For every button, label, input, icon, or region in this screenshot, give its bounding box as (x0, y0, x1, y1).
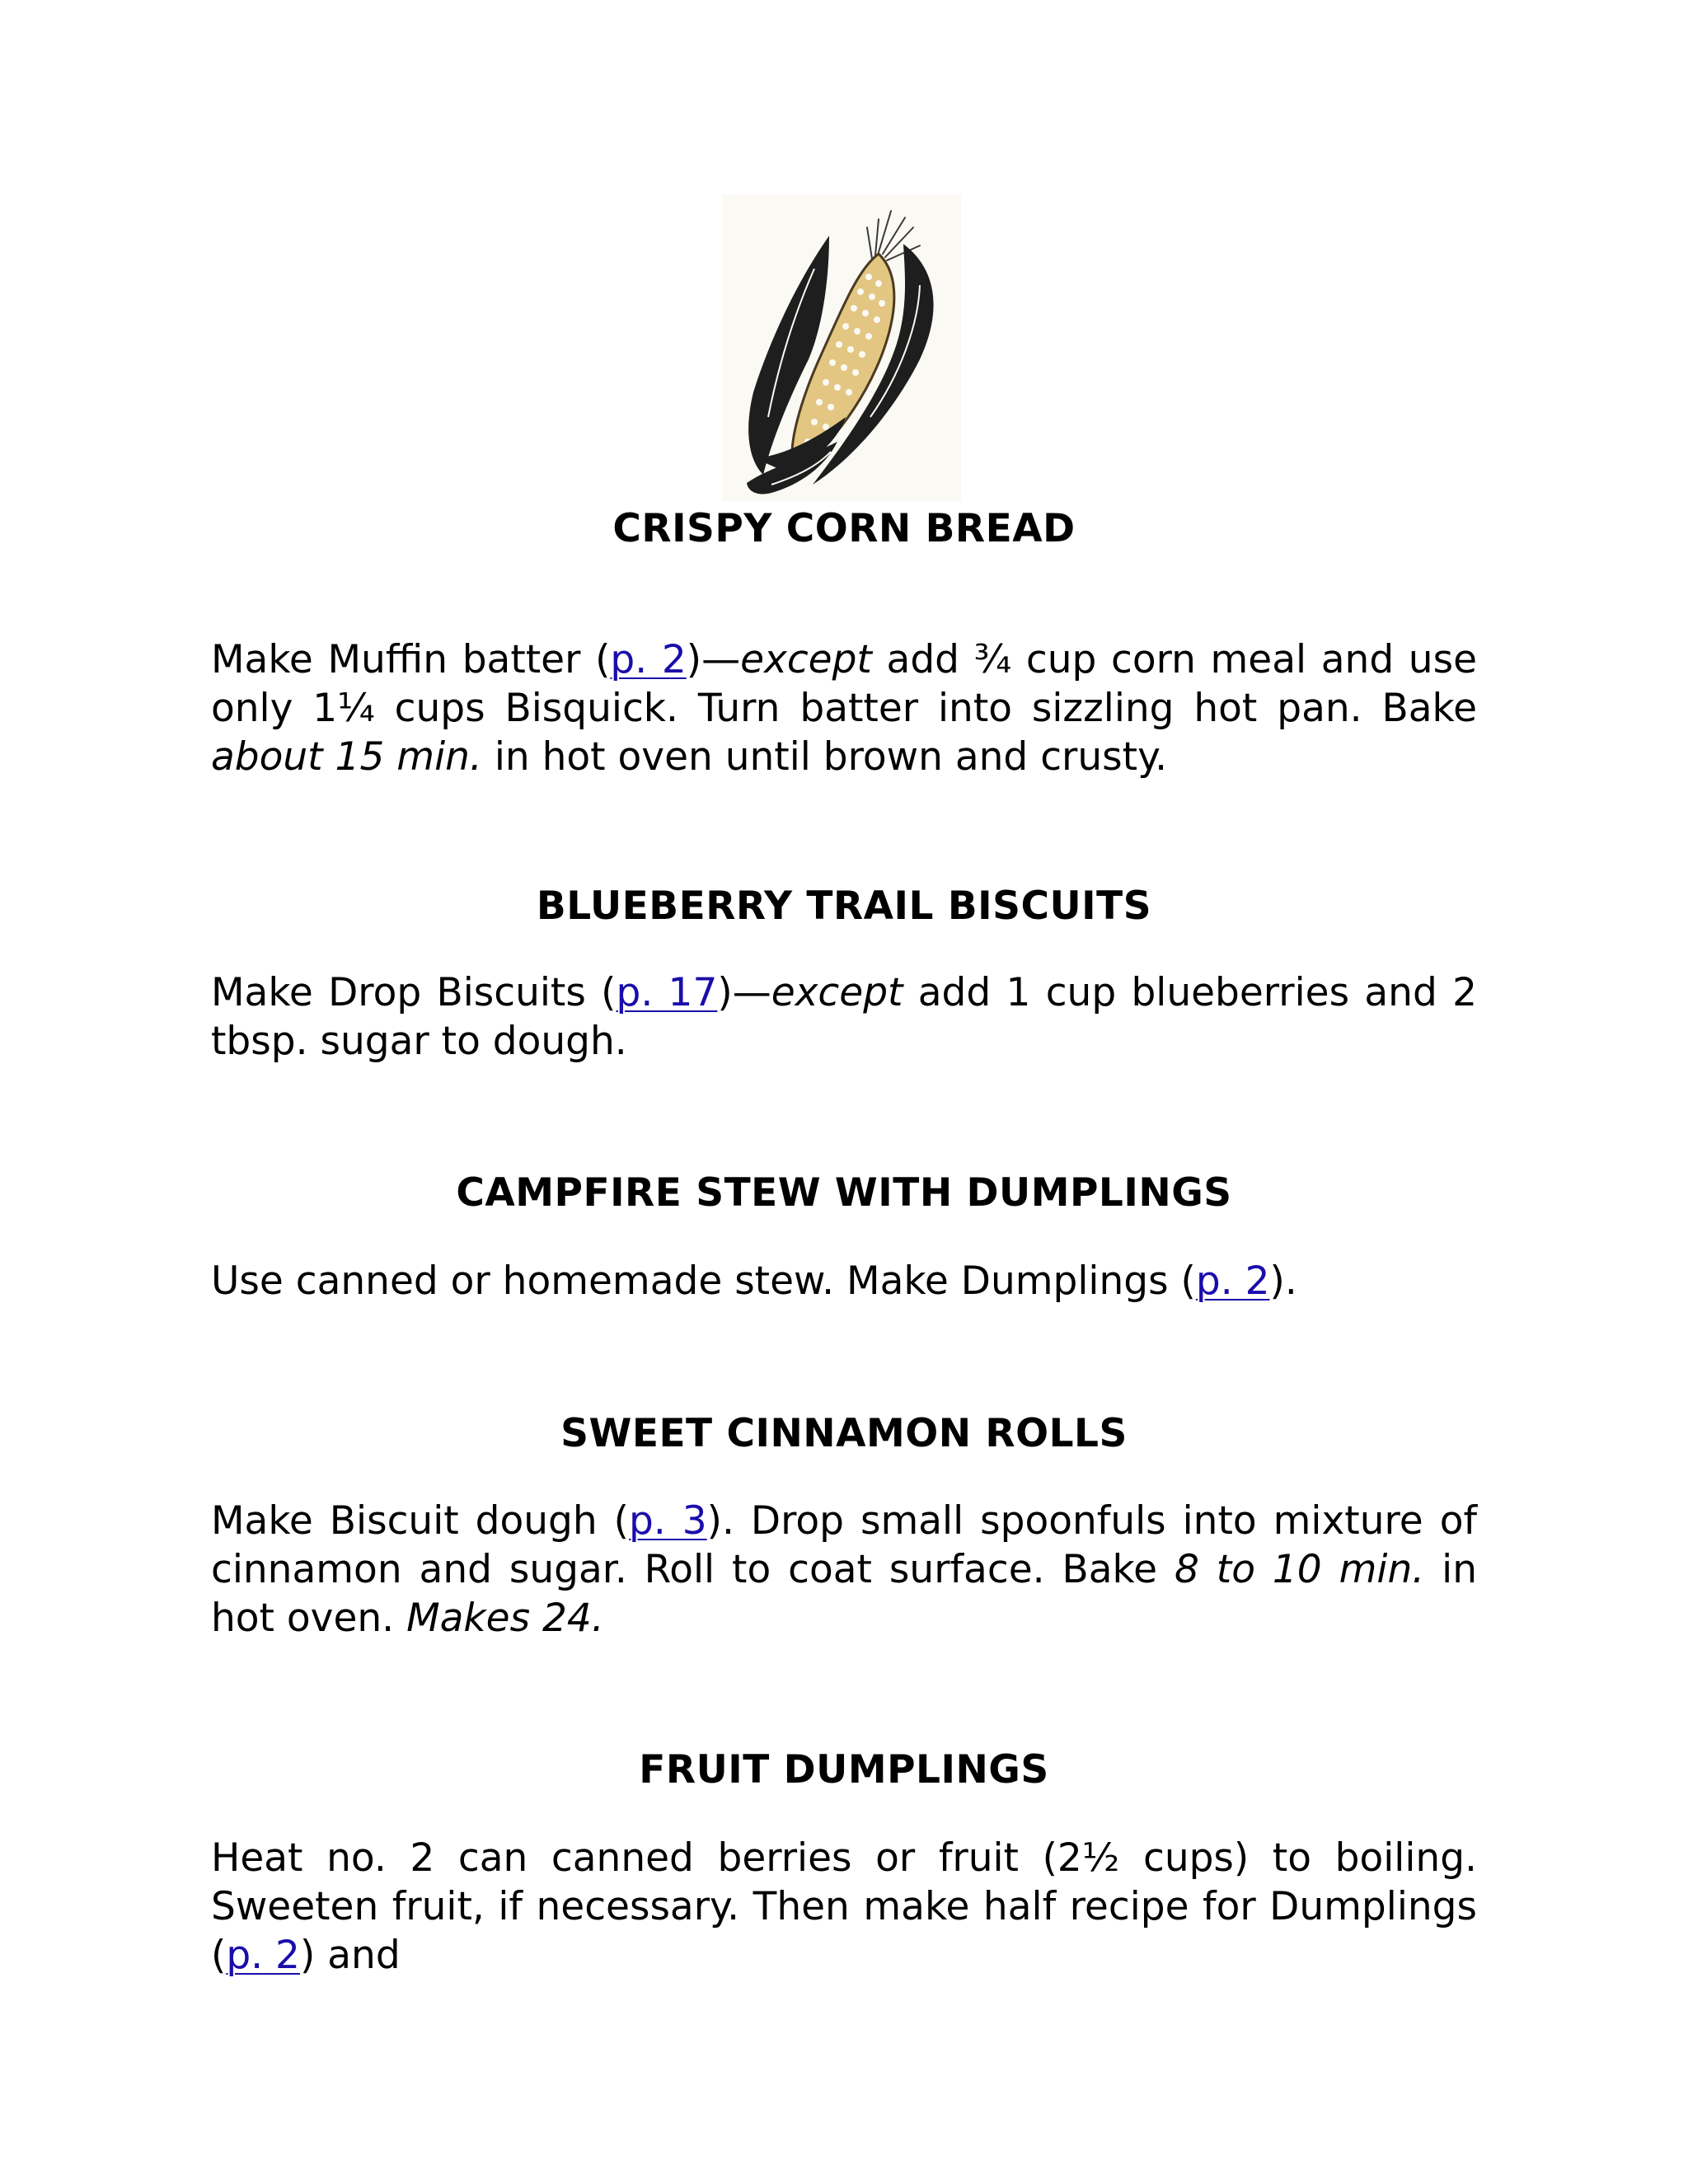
recipe-instructions (211, 1834, 1477, 1980)
recipe-title: SWEET CINNAMON ROLLS (560, 1411, 1128, 1456)
body-text: ) and (299, 1933, 401, 1978)
body-text: ). Drop small spoonfuls into mixture of cinnamon and sugar. Roll to coat surface. Bake (211, 1498, 1478, 1592)
recipe-instructions (211, 1257, 1477, 1305)
recipe-title: CAMPFIRE STEW WITH DUMPLINGS (456, 1170, 1232, 1216)
emphasis-text: except (771, 970, 903, 1015)
emphasis-text: 8 to 10 min. (1174, 1547, 1425, 1592)
body-text: Make Muffin batter ( (211, 637, 611, 682)
recipe-title: CRISPY CORN BREAD (612, 506, 1076, 551)
body-text: )— (686, 637, 741, 682)
body-text: ). (1269, 1258, 1297, 1304)
emphasis-text: except (740, 637, 872, 682)
recipe-title: FRUIT DUMPLINGS (639, 1747, 1049, 1793)
body-text: in hot oven until brown and crusty. (481, 734, 1168, 780)
recipe-instructions (211, 968, 1477, 1066)
emphasis-text: about 15 min. (211, 734, 482, 780)
recipe-page (211, 0, 1477, 2184)
corn-ear-icon (722, 194, 961, 501)
body-text: Heat no. 2 can canned berries or fruit (2½ cups) to boiling. Sweeten fruit, if necessary. Then make half recipe for Dumplings ( (211, 1835, 1477, 1978)
page-reference-link[interactable]: p. 2 (226, 1933, 300, 1978)
body-text: add 1 cup blueberries and 2 tbsp. sugar to dough. (211, 970, 1477, 1064)
recipe-instructions (211, 635, 1477, 781)
body-text: Make Drop Biscuits ( (211, 970, 617, 1015)
body-text: add ¾ cup corn meal and use only 1¼ cups Bisquick. Turn batter into sizzling hot pan. Bake (211, 637, 1478, 731)
body-text: Make Biscuit dough ( (211, 1498, 629, 1544)
body-text: in hot oven. (211, 1547, 1477, 1641)
page-reference-link[interactable]: p. 3 (629, 1498, 707, 1544)
recipe-title: BLUEBERRY TRAIL BISCUITS (536, 883, 1152, 929)
page-reference-link[interactable]: p. 17 (616, 970, 718, 1015)
body-text: Use canned or homemade stew. Make Dumplings ( (211, 1258, 1196, 1304)
emphasis-text: Makes 24. (406, 1596, 604, 1641)
page-reference-link[interactable]: p. 2 (610, 637, 687, 682)
page-reference-link[interactable]: p. 2 (1195, 1258, 1270, 1304)
body-text: )— (717, 970, 771, 1015)
recipe-instructions (211, 1497, 1477, 1643)
